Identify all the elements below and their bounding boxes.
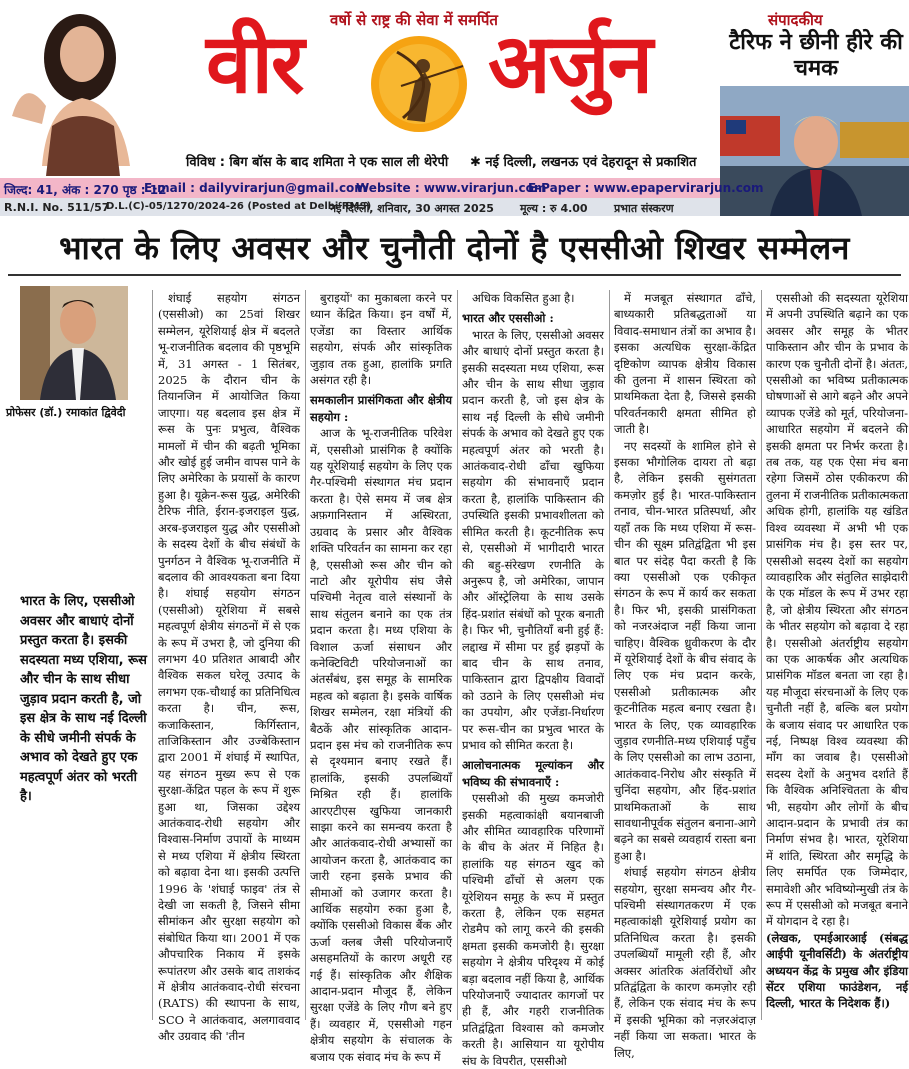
article-headline: भारत के लिए अवसर और चुनौती दोनों है एससीओ शिखर सम्मेलन — [59, 229, 850, 267]
tagline: वर्षो से राष्ट्र की सेवा में समर्पित — [330, 11, 498, 29]
paragraph: शंघाई सहयोग संगठन (एससीओ) का 25वां शिखर सम्मेलन, यूरेशियाई क्षेत्र में बदलते भू-राजनीतिक बदलाव की पृष्ठभूमि में, 31 अगस्त - 1 सितंबर, 2025 के दौरान चीन के तियानजिन में आयोजित किया जाएगा। यह बदलाव इस क्षेत्र में रूस के पुनः प्रभुत्व, वैश्विक मामलों में चीन की बढ़ती भूमिका और खोई हुई जमीन वापस पाने के लिए अमेरिका के प्रयासों के कारण हुआ है। यूक्रेन-रूस युद्ध, अमेरिकी टैरिफ नीति, ईरान-इजराइल युद्ध, अरब-इजराइल युद्ध और एससीओ के सदस्य देशों के बीच संबंधों के पुनर्गठन ने वैश्विक भू-राजनीति में बदलाव की आवश्यकता बना दिया है। शंघाई सहयोग संगठन (एससीओ) यूरेशिया में सबसे महत्वपूर्ण क्षेत्रीय संगठनों में से एक के रूप में उभरा है, जो दुनिया की लगभग 40 प्रतिशत आबादी और वैश्विक सकल घरेलू उत्पाद के लगभग एक-चौथाई का प्रतिनिधित्व करता है। चीन, रूस, कजाकिस्तान, किर्गिस्तान, ताजिकिस्तान और उज्बेकिस्तान द्वारा 2001 में शंघाई में स्थापित, यह संगठन मुख्य रूप से एक सुरक्षा-केंद्रित पहल के रूप में शुरू हुआ था, जिसका उद्देश्य आतंकवाद-रोधी सहयोग और विश्वास-निर्माण उपायों के माध्यम से मध्य एशिया में क्षेत्रीय स्थिरता को बढ़ावा देना था। इसकी उत्पत्ति 1996 के 'शंघाई फाइव' तंत्र से देखी जा सकती है, जिसने सीमा सीमांकन और सुरक्षा सहयोग को संबोधित किया था। 2001 में एक औपचारिक निकाय में इसके रूपांतरण और उसके बाद ताशकंद में क्षेत्रीय आतंकवाद-रोधी संरचना (RATS) की स्थापना के साथ, SCO ने आतंकवाद, अलगाववाद और उग्रवाद की 'तीन — [158, 291, 300, 1044]
postal-registration: D.L.(C)-05/1270/2024-26 (Posted at Delhi RMS) — [106, 201, 372, 212]
author-note: (लेखक, एमईआरआई (संबद्ध आईपी यूनीवर्सिटी) के अंतर्राष्ट्रीय अध्ययन केंद्र के प्रमुख और इंडिया सेंटर एशिया फाउंडेशन, नई दिल्ली, भारत के निदेशक हैं।) — [766, 930, 908, 1011]
archer-emblem-icon — [367, 32, 471, 136]
epaper-link[interactable]: E-Paper : www.epapervirarjun.com — [528, 181, 764, 195]
editorial-headline[interactable]: टैरिफ ने छीनी हीरे की चमक — [729, 30, 903, 81]
pull-quote: भारत के लिए, एससीओ अवसर और बाधाएं दोनों प्रस्तुत करता है। इसकी सदस्यता मध्य एशिया, रूस और चीन के साथ सीधा जुड़ाव प्रदान करती है, जो इस क्षेत्र के साथ नई दिल्ली के सीधे जमीनी संपर्क के अभाव को देखते हुए एक महत्वपूर्ण अंतर को भरती है। — [20, 594, 147, 804]
model-photo — [2, 6, 160, 176]
column-rule — [457, 290, 458, 1020]
paragraph: एससीओ की सदस्यता यूरेशिया में अपनी उपस्थिति बढ़ाने का एक अवसर और समूह के भीतर पाकिस्तान और चीन के प्रभाव के कारण एक चुनौती दोनों है। अंततः, एससीओ का भविष्य प्रतीकात्मक घोषणाओं से आगे बढ़ने और अपने व्यापक एजेंडे को मूर्त, परियोजना-आधारित सहयोग में बदलने की इसकी क्षमता पर निर्भर करता है। तब तक, यह एक ऐसा मंच बना रहेगा जिसमें ठोस एकीकरण की तुलना में राजनीतिक प्रतीकात्मकता अधिक होगी, हालांकि यह खंडित विश्व व्यवस्था में अभी भी एक प्रासंगिक मंच है। इस स्तर पर, एससीओ सदस्य देशों का सहयोग व्यावहारिक और संतुलित साझेदारी के एक मॉडल के रूप में उभर रहा है, जो क्षेत्रीय स्थिरता और संगठन के भीतर सहयोग को बढ़ावा दे रहा है। एससीओ अंतर्राष्ट्रीय सहयोग का एक आकर्षक और अत्यधिक प्रासंगिक मॉडल बनता जा रहा है। यह मौजूदा संरचनाओं के लिए एक चुनौती नहीं है, बल्कि बल प्रयोग के बजाय संवाद पर आधारित एक नई, निष्पक्ष विश्व व्यवस्था की माँग का जवाब है। एससीओ सदस्य देशों के अनुभव दर्शाते हैं कि वैश्विक अनिश्चितता के बीच भी, सहयोग और लोगों के बीच आदान-प्रदान के प्रभावी तंत्र का निर्माण संभव है। भारत, यूरेशिया में शांति, स्थिरता और समृद्धि के लिए समर्पित एक जिम्मेदार, समावेशी और भविष्योन्मुखी तंत्र के रूप में एससीओ को मजबूत बनाने में योगदान दे रहा है। — [766, 291, 908, 929]
column-rule — [761, 290, 762, 1020]
author-caption: प्रोफेसर (डॉ.) रमाकांत द्विवेदी — [6, 406, 126, 419]
paragraph: शंघाई सहयोग संगठन क्षेत्रीय सहयोग, सुरक्षा समन्वय और गैर-पश्चिमी संस्थागतकरण में एक महत्वाकांक्षी यूरेशियाई प्रयोग का प्रतिनिधित्व करता है। इसकी उपलब्धियाँ मामूली रही हैं, और अक्सर आंतरिक अंतर्विरोधों और प्रतिद्वंद्विता के कारण कमज़ोर रही हैं, लेकिन एक संवाद मंच के रूप में इसकी भूमिका को नज़रअंदाज़ नहीं किया जा सकता। भारत के लिए, — [614, 865, 756, 1060]
subheading: समकालीन प्रासंगिकता और क्षेत्रीय सहयोग : — [310, 393, 452, 424]
editorial-kicker: संपादकीय — [768, 11, 823, 29]
article-column-2 — [310, 290, 452, 1064]
article-column-5 — [766, 290, 908, 1022]
rni-number: R.N.I. No. 511/57 — [4, 201, 110, 214]
subheading: भारत और एससीओ : — [462, 311, 554, 326]
paragraph: नए सदस्यों के शामिल होने से इसका भौगोलिक दायरा तो बढ़ा है, लेकिन इसकी सुसंगतता कमज़ोर हुई है। भारत-पाकिस्तान तनाव, चीन-भारत प्रतिस्पर्धा, और यहाँ तक कि मध्य एशिया में रूस-चीन की सूक्ष्म प्रतिद्वंद्विता भी इस बात पर संदेह पैदा करती है कि क्या एससीओ एक एकीकृत संगठन के रूप में कार्य कर सकता है। फिर भी, इसकी प्रासंगिकता को नजरअंदाज नहीं किया जाना चाहिए। वैश्विक ध्रुवीकरण के दौर में यूरेशियाई देशों के बीच संवाद के लिए एक मंच प्रदान करके, एससीओ प्रतीकात्मक और कूटनीतिक महत्व बनाए रखता है। भारत के लिए, एक व्यावहारिक जुड़ाव रणनीति-मध्य एशियाई पहुँच के लिए एससीओ का लाभ उठाना, आतंकवाद-निरोध और संस्कृति में चुनिंदा सहयोग, और हिंद-प्रशांत प्राथमिकताओं के साथ सावधानीपूर्वक संतुलन बनाना-आगे बढ़ने का सबसे व्यवहार्य रास्ता बना हुआ है। — [614, 438, 756, 863]
author-photo — [20, 286, 128, 400]
subheading: आलोचनात्मक मूल्यांकन और भविष्य की संभावनाएँ : — [462, 758, 604, 789]
headline-rule — [8, 274, 901, 276]
logo-right-word: अर्जुन — [488, 17, 652, 112]
editorial-photo — [720, 86, 909, 216]
column-rule — [152, 290, 153, 1020]
column-rule — [609, 290, 610, 1020]
price: मूल्य : रु 4.00 — [520, 202, 588, 215]
article-column-4 — [614, 290, 756, 1060]
issue-date: नई दिल्ली, शनिवार, 30 अगस्त 2025 — [330, 202, 494, 215]
website-link[interactable]: Website : www.virarjun.com — [356, 181, 547, 195]
edition-name: प्रभात संस्करण — [614, 202, 674, 215]
info-bar — [0, 178, 764, 198]
publication-cities: ✱ नई दिल्ली, लखनऊ एवं देहरादून से प्रकाशित — [470, 155, 697, 170]
paragraph: बुराइयों' का मुकाबला करने पर ध्यान केंद्रित किया। इन वर्षों में, एजेंडा का विस्तार आर्थिक सहयोग, संपर्क और सांस्कृतिक जुड़ाव तक हुआ, हालांकि प्रगति असंगत रही है। — [310, 291, 452, 388]
paragraph: आज के भू-राजनीतिक परिवेश में, एससीओ प्रासंगिक है क्योंकि यह यूरेशियाई सहयोग के लिए एक गैर-पश्चिमी संस्थागत मंच प्रदान करता है। ऐसे समय में जब क्षेत्र अफ़गानिस्तान में अस्थिरता, उग्रवाद के प्रसार और वैश्विक शक्ति परिवर्तन का सामना कर रहा है, एससीओ रूस और चीन को नाटो और यूरोपीय संघ जैसे पश्चिमी नेतृत्व वाले संस्थानों के साथ संतुलन बनाने का एक तंत्र प्रदान करता है। मध्य एशिया के विशाल ऊर्जा संसाधन और कनेक्टिविटी परियोजनाओं का अंतर्संबंध, इस समूह के सामरिक महत्व को बढ़ाता है। इसके वार्षिक शिखर सम्मेलन, रक्षा मंत्रियों की बैठकें और सांस्कृतिक आदान-प्रदान इस मंच को राजनीतिक रूप से दृश्यमान बनाए रखते हैं। हालांकि, इसकी उपलब्धियाँ मिश्रित रही हैं। हालांकि आरएटीएस खुफिया जानकारी साझा करने का समन्वय करता है और आतंकवाद-रोधी अभ्यासों का आयोजन करता है, आतंकवाद का जारी रहना इसके प्रभाव की सीमाओं को उजागर करता है। आर्थिक सहयोग रुका हुआ है, क्योंकि एससीओ विकास बैंक और ऊर्जा क्लब जैसी परियोजनाएँ असहमतियों के कारण अधूरी रह गई हैं। सांस्कृतिक और शैक्षिक आदान-प्रदान मौजूद हैं, लेकिन सुरक्षा एजेंडे के लिए गौण बने हुए हैं। व्यवहार में, एससीओ गहन क्षेत्रीय सहयोग के संचालक के बजाय एक संवाद मंच के रूप में — [310, 426, 452, 1064]
article-column-1 — [158, 290, 300, 1044]
masthead-teaser[interactable]: विविध : बिग बॉस के बाद शमिता ने एक साल ली थेरेपी — [186, 155, 449, 170]
paragraph: में मजबूत संस्थागत ढाँचे, बाध्यकारी प्रतिबद्धताओं या विवाद-समाधान तंत्रों का अभाव है। इसका अत्यधिक सुरक्षा-केंद्रित दृष्टिकोण व्यापक क्षेत्रीय विकास की तुलना में शासन स्थिरता को प्राथमिकता देता है, जिससे इसकी परिवर्तनकारी क्षमता सीमित हो जाती है। — [614, 291, 756, 437]
paragraph: भारत के लिए, एससीओ अवसर और बाधाएं दोनों प्रस्तुत करता है। इसकी सदस्यता मध्य एशिया, रूस और चीन के साथ सीधा जुड़ाव प्रदान करती है, जो इस क्षेत्र के साथ नई दिल्ली के सीधे जमीनी संपर्क के अभाव को देखते हुए एक महत्वपूर्ण अंतर को भरती है। आतंकवाद-रोधी ढाँचा खुफिया सहयोग की संभावनाएँ प्रदान करता है, हालांकि पाकिस्तान की उपस्थिति इसकी प्रभावशीलता को सीमित करती है। कूटनीतिक रूप से, एससीओ में भागीदारी भारत की बहु-संरेखण रणनीति के अनुरूप है, जो अमेरिका, जापान और ऑस्ट्रेलिया के साथ उसके हिंद-प्रशांत संबंधों को पूरक बनाती है। फिर भी, चुनौतियाँ बनी हुई हैं: लद्दाख में सीमा पर हुई झड़पों के बाद चीन के साथ तनाव, पाकिस्तान द्वारा द्विपक्षीय विवादों को उठाने के लिए एससीओ मंच का उपयोग, और एजेंडा-निर्धारण पर रूस-चीन का प्रभुत्व भारत के प्रभाव को सीमित करता है। — [462, 327, 604, 752]
date-bar — [0, 198, 720, 216]
email-link[interactable]: E-mail : dailyvirarjun@gmail.com — [144, 181, 367, 195]
paragraph: एससीओ की मुख्य कमजोरी इसकी महत्वाकांक्षी बयानबाजी और सीमित व्यावहारिक परिणामों के बीच के अंतर में निहित है। हालांकि यह संगठन खुद को पश्चिमी ढाँचों से अलग एक यूरेशियन समूह के रूप में प्रस्तुत करता है, लेकिन एक सहमत रोडमैप को लागू करने की इसकी क्षमता इसकी कमजोरी है। सुरक्षा सहयोग ने क्षेत्रीय परिदृश्य में कोई बड़ा बदलाव नहीं किया है, आर्थिक परियोजनाएँ ज्यादातर कागजों पर ही हैं, और गहरी राजनीतिक प्रतिद्वंद्विता विश्वास को कमजोर करती है। आसियान या यूरोपीय संघ के विपरीत, एससीओ — [462, 791, 604, 1068]
issue-info: जिल्द: 41, अंक : 270 पृष्ठ : 12 — [4, 183, 167, 197]
column-rule — [305, 290, 306, 1020]
article-column-3 — [462, 290, 604, 1068]
paragraph: अधिक विकसित हुआ है। — [472, 291, 575, 305]
logo-left-word: वीर — [206, 17, 303, 112]
